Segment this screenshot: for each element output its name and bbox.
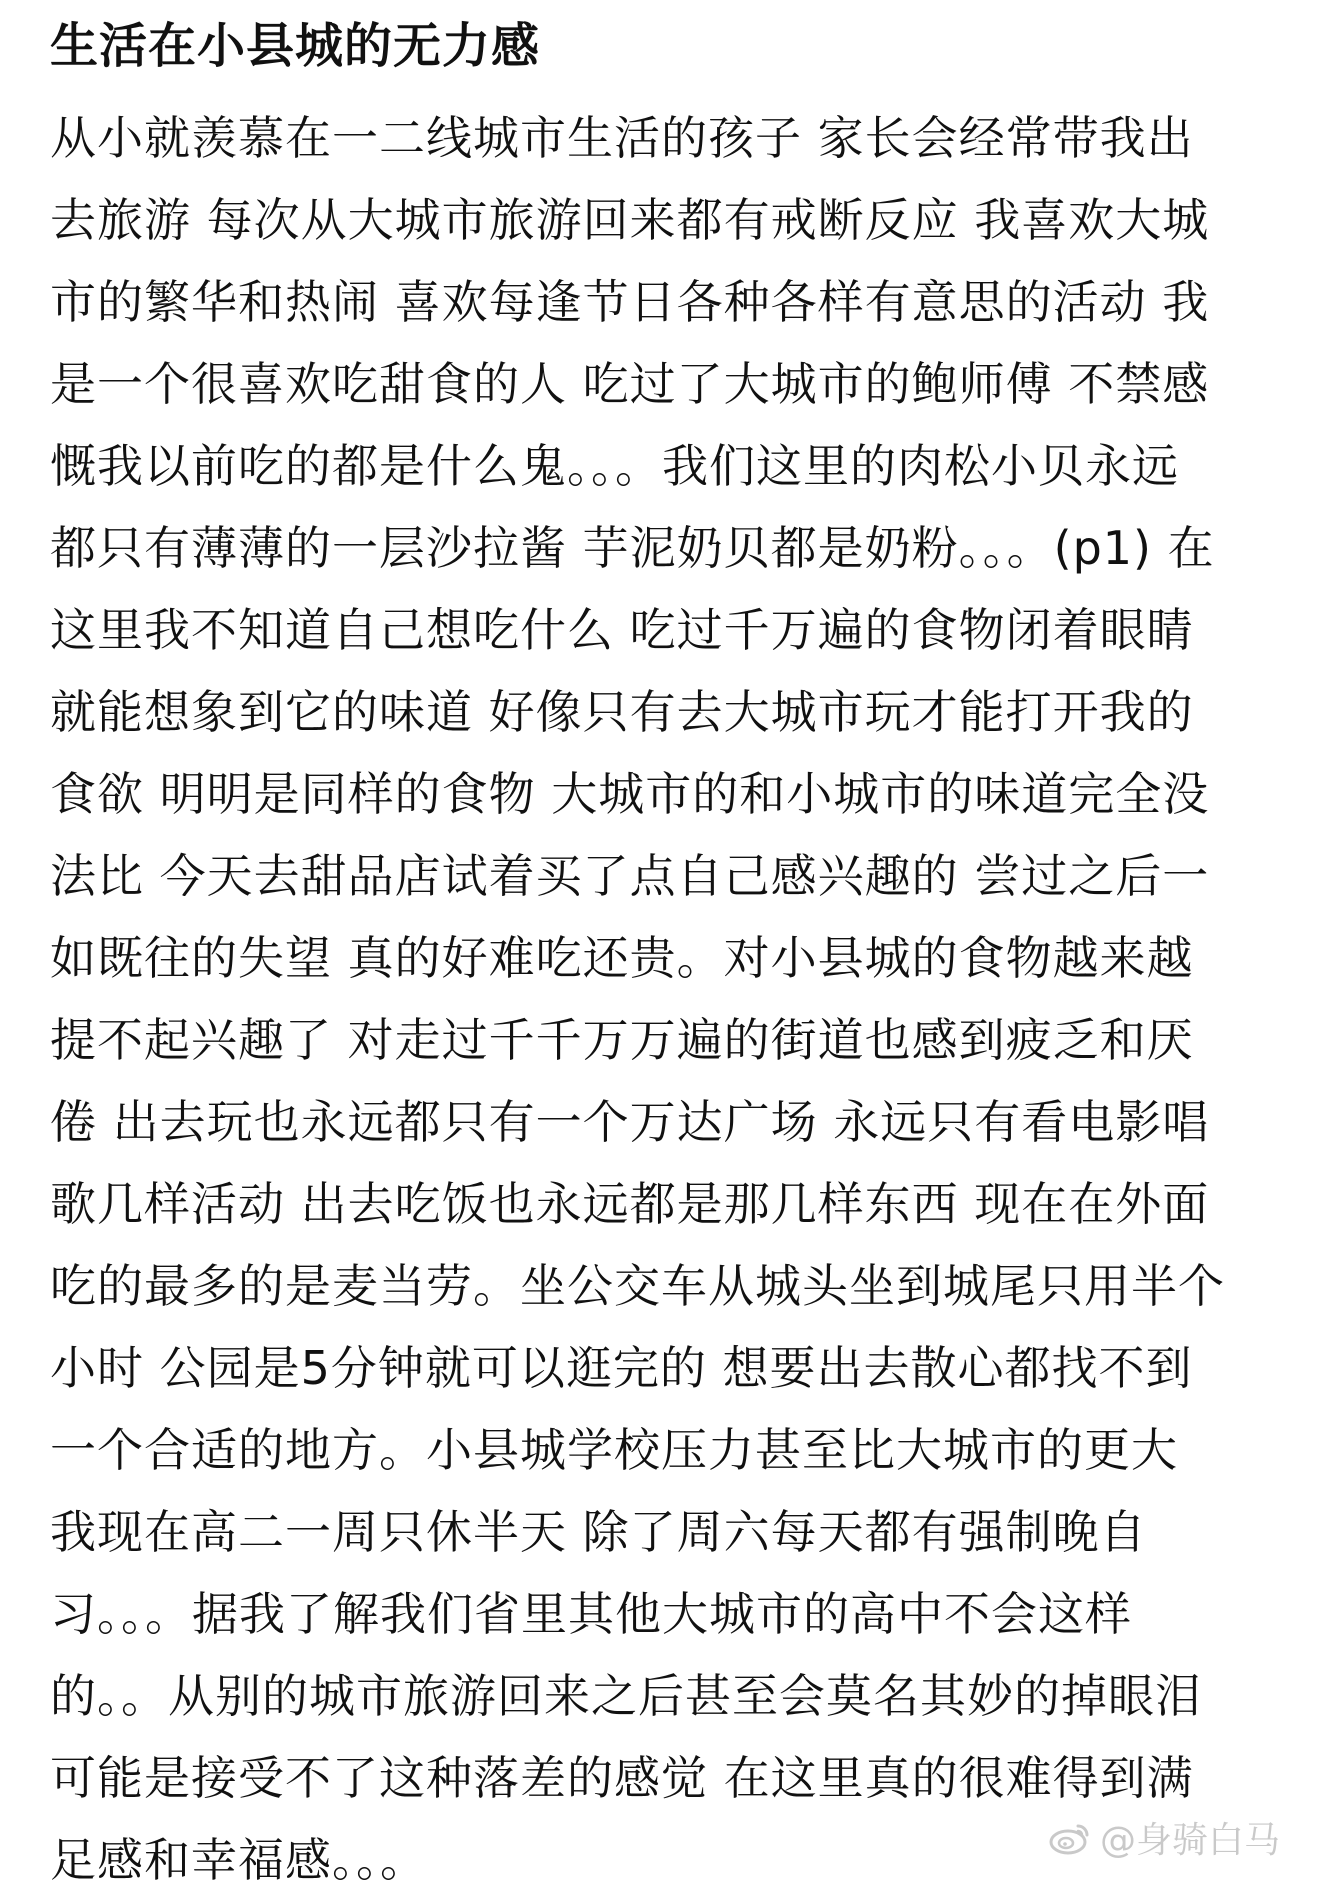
watermark-text: @身骑白马 [1099,1820,1280,1861]
post-line: 慨我以前吃的都是什么鬼。。。我们这里的肉松小贝永远 [50,439,1179,493]
post-line: 歌几样活动 出去吃饭也永远都是那几样东西 现在在外面 [50,1177,1210,1231]
post-line: 可能是接受不了这种落差的感觉 在这里真的很难得到满 [50,1751,1194,1805]
post-line: 一个合适的地方。小县城学校压力甚至比大城市的更大 [50,1423,1178,1477]
post-line: 习。。。据我了解我们省里其他大城市的高中不会这样 [50,1587,1132,1641]
post-line: 的。。从别的城市旅游回来之后甚至会莫名其妙的掉眼泪 [50,1669,1202,1723]
post-line: 足感和幸福感。。。 [50,1833,427,1887]
post-line: 小时 公园是5分钟就可以逛完的 想要出去散心都找不到 [50,1341,1193,1395]
post-line: 食欲 明明是同样的食物 大城市的和小城市的味道完全没 [50,767,1210,821]
post-line: 如既往的失望 真的好难吃还贵。对小县城的食物越来越 [50,931,1194,985]
post-line: 我现在高二一周只休半天 除了周六每天都有强制晚自 [50,1505,1147,1559]
post-line: 去旅游 每次从大城市旅游回来都有戒断反应 我喜欢大城 [50,193,1210,247]
post-title: 生活在小县城的无力感 [50,18,541,74]
post-line: 就能想象到它的味道 好像只有去大城市玩才能打开我的 [50,685,1194,739]
post-line: 提不起兴趣了 对走过千千万万遍的街道也感到疲乏和厌 [50,1013,1194,1067]
post-line: 法比 今天去甜品店试着买了点自己感兴趣的 尝过之后一 [50,849,1210,903]
post-line: 从小就羡慕在一二线城市生活的孩子 家长会经常带我出 [50,111,1194,165]
post-line: 这里我不知道自己想吃什么 吃过千万遍的食物闭着眼睛 [50,603,1194,657]
post-line: 吃的最多的是麦当劳。坐公交车从城头坐到城尾只用半个 [50,1259,1225,1313]
post-line: 倦 出去玩也永远都只有一个万达广场 永远只有看电影唱 [50,1095,1210,1149]
post-body [50,97,1225,1901]
watermark [1048,1812,1280,1863]
weibo-icon [1048,1820,1092,1856]
post-line: 是一个很喜欢吃甜食的人 吃过了大城市的鲍师傅 不禁感 [50,357,1210,411]
post-line: 市的繁华和热闹 喜欢每逢节日各种各样有意思的活动 我 [50,275,1210,329]
post-line: 都只有薄薄的一层沙拉酱 芋泥奶贝都是奶粉。。。(p1) 在 [50,521,1215,575]
